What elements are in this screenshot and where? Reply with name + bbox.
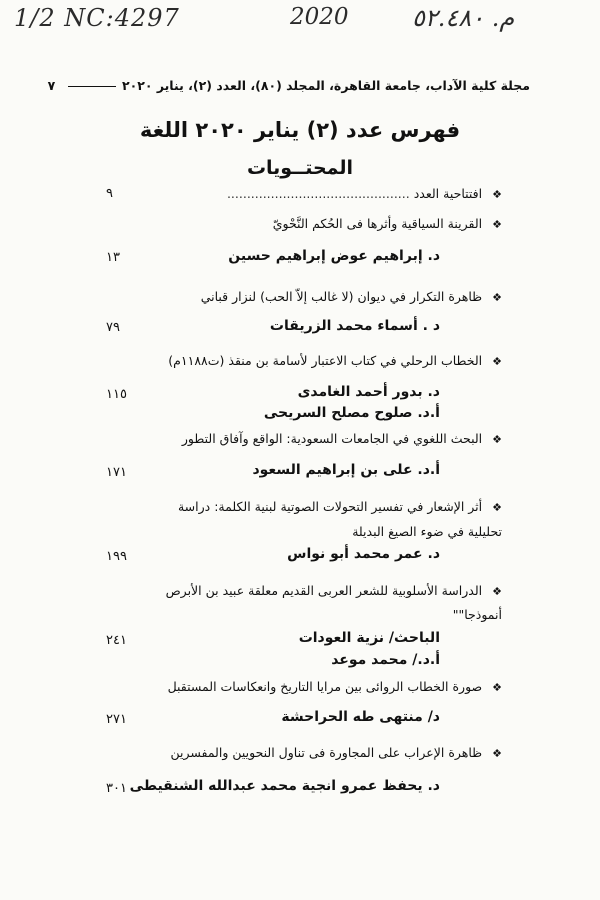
diamond-bullet-icon: ❖ (492, 585, 502, 598)
entry-title: ظاهرة التكرار في ديوان (لا غالب إلاّ الحب) لنزار قباني (200, 289, 483, 304)
toc-entry (40, 742, 502, 765)
entry-title-line2: أنموذجا"" (452, 607, 502, 622)
entry-page-number: ١٧١ (106, 465, 127, 480)
diamond-bullet-icon: ❖ (492, 681, 502, 694)
toc-entry (40, 428, 502, 451)
entry-page-number: ١٣ (106, 250, 120, 265)
diamond-bullet-icon: ❖ (492, 355, 502, 368)
header-page-number: ٧ (47, 78, 56, 93)
handwritten-catalog-code: م. ٥٢.٤٨٠ (412, 4, 515, 32)
entry-title: القرينة السياقية وأثرها فى الحُكم النَّحْويّ (272, 216, 483, 231)
entry-title: أثر الإشعار في تفسير التحولات الصوتية لبنية الكلمة: دراسة (177, 499, 483, 514)
toc-entry-continuation (40, 604, 502, 626)
handwritten-year: 2020 (290, 4, 349, 30)
entry-title: ظاهرة الإعراب على المجاورة فى تناول النحويين والمفسرين (170, 745, 483, 760)
entry-title: افتتاحية العدد (413, 186, 483, 201)
entry-title: صورة الخطاب الروائى بين مرايا التاريخ وانعكاسات المستقبل (167, 679, 483, 694)
entry-page-number: ٧٩ (106, 320, 120, 335)
toc-entry (40, 580, 502, 603)
entry-title: الدراسة الأسلوبية للشعر العربى القديم معلقة عبيد بن الأبرص (165, 583, 483, 598)
issue-title: فهرس عدد (٢) يناير ٢٠٢٠ اللغة (139, 118, 461, 142)
diamond-bullet-icon: ❖ (492, 291, 502, 304)
entry-page-number: ٣٠١ (106, 781, 127, 796)
contents-heading: المحتــويات (246, 157, 354, 179)
dot-leader: .............................................. (226, 186, 410, 201)
entry-page-number: ١١٥ (106, 387, 127, 402)
toc-entry (40, 676, 502, 699)
entry-coauthor: أ.د./ محمد موعد (331, 652, 440, 668)
entry-title: الخطاب الرحلي في كتاب الاعتبار لأسامة بن منقذ (ت١١٨٨م) (168, 353, 483, 368)
entry-author: الباحث/ نزية العودات (298, 630, 440, 646)
entry-author: د. إبراهيم عوض إبراهيم حسين (228, 248, 440, 264)
entry-author: د/ منتهى طه الحراحشة (281, 709, 440, 725)
entry-page-number: ٢٤١ (106, 633, 127, 648)
entry-page-number: ٩ (106, 186, 113, 201)
handwritten-reference-number: 1/2 NC:4297 (14, 4, 180, 32)
entry-coauthor: أ.د. صلوح مصلح السريحى (263, 405, 440, 421)
diamond-bullet-icon: ❖ (492, 218, 502, 231)
diamond-bullet-icon: ❖ (492, 433, 502, 446)
toc-entry (40, 496, 502, 519)
entry-author: د. بدور أحمد الغامدى (297, 384, 440, 400)
entry-page-number: ١٩٩ (106, 549, 127, 564)
entry-author: د. يحفظ عمرو انجية محمد عبدالله الشنقيطى (129, 778, 440, 794)
diamond-bullet-icon: ❖ (492, 501, 502, 514)
toc-entry (40, 213, 502, 236)
entry-title-line2: تحليلية في ضوء الصيغ البديلة (352, 524, 502, 539)
diamond-bullet-icon: ❖ (492, 188, 502, 201)
entry-author: د . أسماء محمد الزريقات (269, 318, 440, 334)
toc-entry (40, 350, 502, 373)
entry-author: د. عمر محمد أبو نواس (287, 546, 440, 562)
toc-entry (40, 286, 502, 309)
entry-author: أ.د. على بن إبراهيم السعود (252, 462, 440, 478)
toc-entry-continuation (40, 521, 502, 543)
entry-title: البحث اللغوي في الجامعات السعودية: الواقع وآفاق التطور (181, 431, 483, 446)
entry-page-number: ٢٧١ (106, 712, 127, 727)
diamond-bullet-icon: ❖ (492, 747, 502, 760)
running-title: مجلة كلية الآداب، جامعة القاهرة، المجلد (٨٠)، العدد (٢)، يناير ٢٠٢٠ (121, 78, 530, 93)
